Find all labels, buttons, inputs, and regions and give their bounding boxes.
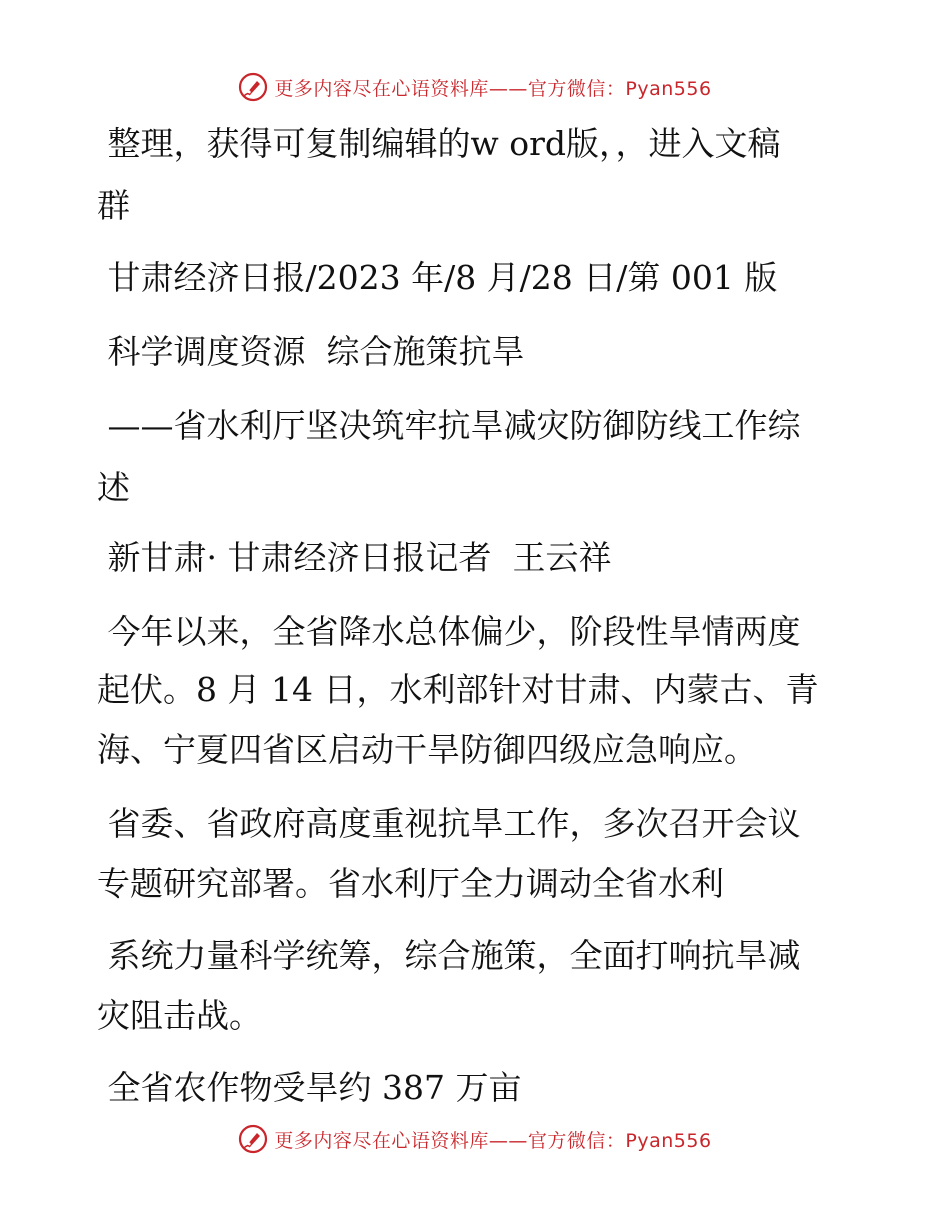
pen-nib-logo-icon — [238, 1124, 268, 1154]
watermark-separator: —— — [488, 77, 528, 100]
watermark-text — [274, 1126, 711, 1153]
text-line: 科学调度资源 综合施策抗旱 — [97, 332, 525, 371]
watermark-brand: 更多内容尽在心语资料库 — [274, 1129, 489, 1152]
watermark-contact: 官方微信：Pyan556 — [527, 1129, 712, 1152]
text-line: 甘肃经济日报/2023 年/8 月/28 日/第 001 版 — [97, 258, 778, 297]
footer-watermark — [0, 1124, 950, 1154]
text-line: 专题研究部署。省水利厅全力调动全省水利 — [97, 864, 724, 903]
text-line: 系统力量科学统筹，综合施策，全面打响抗旱减 — [97, 936, 801, 975]
text-line: 今年以来，全省降水总体偏少，阶段性旱情两度 — [97, 612, 801, 651]
text-line: ——省水利厅坚决筑牢抗旱减灾防御防线工作综 — [97, 406, 801, 445]
text-line: 述 — [97, 468, 130, 507]
watermark-brand: 更多内容尽在心语资料库 — [274, 77, 489, 100]
pen-nib-logo-icon — [238, 72, 268, 102]
watermark-separator: —— — [488, 1129, 528, 1152]
watermark-text — [274, 74, 711, 101]
text-line: 新甘肃· 甘肃经济日报记者 王云祥 — [97, 538, 612, 577]
text-line: 整理，获得可复制编辑的w ord版，，进入文稿 — [97, 124, 781, 163]
text-line: 省委、省政府高度重视抗旱工作，多次召开会议 — [97, 804, 801, 843]
text-line: 海、宁夏四省区启动干旱防御四级应急响应。 — [97, 730, 757, 769]
text-line: 群 — [97, 186, 130, 225]
text-line: 灾阻击战。 — [97, 996, 262, 1035]
watermark-contact: 官方微信：Pyan556 — [527, 77, 712, 100]
text-line: 全省农作物受旱约 387 万亩 — [97, 1068, 522, 1107]
header-watermark — [0, 72, 950, 102]
text-line: 起伏。8 月 14 日，水利部针对甘肃、内蒙古、青 — [97, 670, 819, 709]
